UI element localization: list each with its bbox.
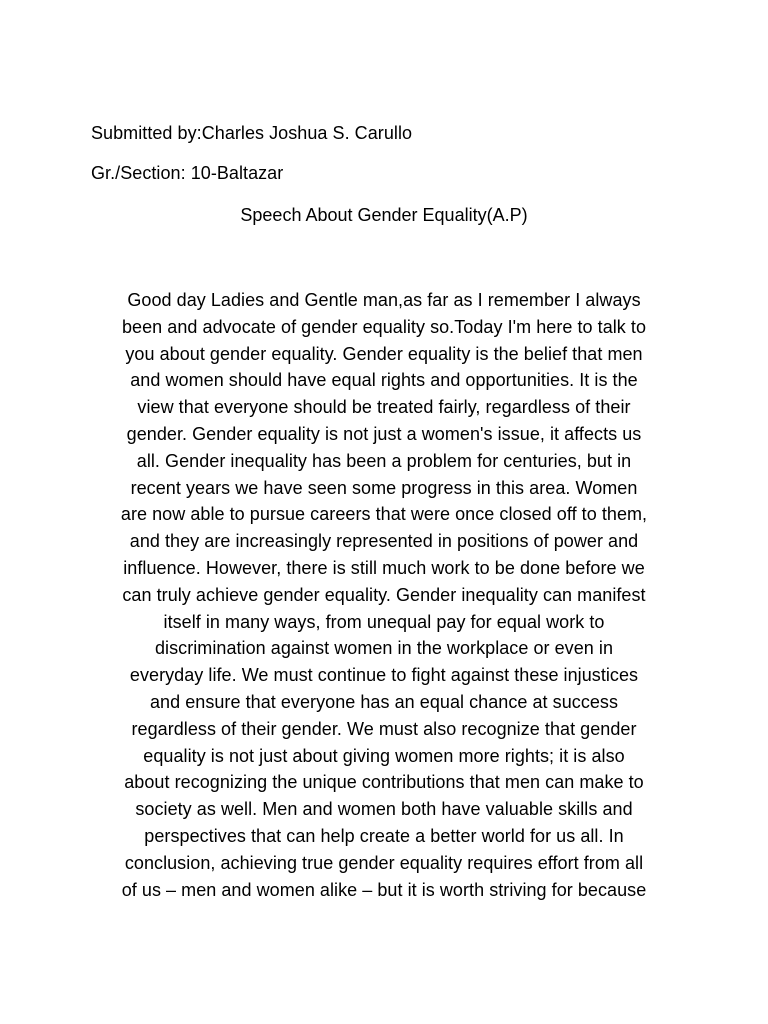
- speech-line: itself in many ways, from unequal pay for equal work to: [163, 611, 605, 632]
- speech-line: equality is not just about giving women more rights; it is also: [143, 745, 625, 766]
- speech-line: society as well. Men and women both have valuable skills and: [135, 799, 633, 820]
- speech-line: perspectives that can help create a better world for us all. In: [144, 825, 624, 846]
- speech-line: influence. However, there is still much work to be done before we: [123, 557, 645, 578]
- speech-line: recent years we have seen some progress in this area. Women: [130, 477, 638, 498]
- speech-line: can truly achieve gender equality. Gender inequality can manifest: [122, 584, 646, 605]
- speech-line: of us – men and women alike – but it is worth striving for because: [121, 879, 647, 900]
- speech-line: view that everyone should be treated fairly, regardless of their: [137, 397, 631, 418]
- speech-line: conclusion, achieving true gender equality requires effort from all: [124, 852, 644, 873]
- speech-line: gender. Gender equality is not just a women's issue, it affects us: [126, 423, 642, 444]
- speech-body: [0, 287, 768, 903]
- speech-line: and they are increasingly represented in positions of power and: [129, 531, 639, 552]
- speech-line: been and advocate of gender equality so.Today I'm here to talk to: [121, 316, 647, 337]
- speech-line: discrimination against women in the workplace or even in: [154, 638, 614, 659]
- submitted-by-line: Submitted by:Charles Joshua S. Carullo: [91, 123, 413, 143]
- speech-line: and ensure that everyone has an equal chance at success: [149, 691, 619, 712]
- speech-line: all. Gender inequality has been a problem for centuries, but in: [136, 450, 632, 471]
- speech-line: you about gender equality. Gender equality is the belief that men: [125, 343, 643, 364]
- speech-title: Speech About Gender Equality(A.P): [240, 205, 528, 225]
- speech-line: Good day Ladies and Gentle man,as far as I remember I always: [127, 290, 641, 310]
- speech-line: are now able to pursue careers that were once closed off to them,: [120, 504, 648, 525]
- speech-line: regardless of their gender. We must also recognize that gender: [131, 718, 637, 739]
- speech-line: and women should have equal rights and opportunities. It is the: [130, 370, 638, 391]
- grade-section-line: Gr./Section: 10-Baltazar: [91, 163, 284, 183]
- speech-line: everyday life. We must continue to fight against these injustices: [129, 665, 639, 686]
- speech-line: about recognizing the unique contributions that men can make to: [124, 772, 644, 793]
